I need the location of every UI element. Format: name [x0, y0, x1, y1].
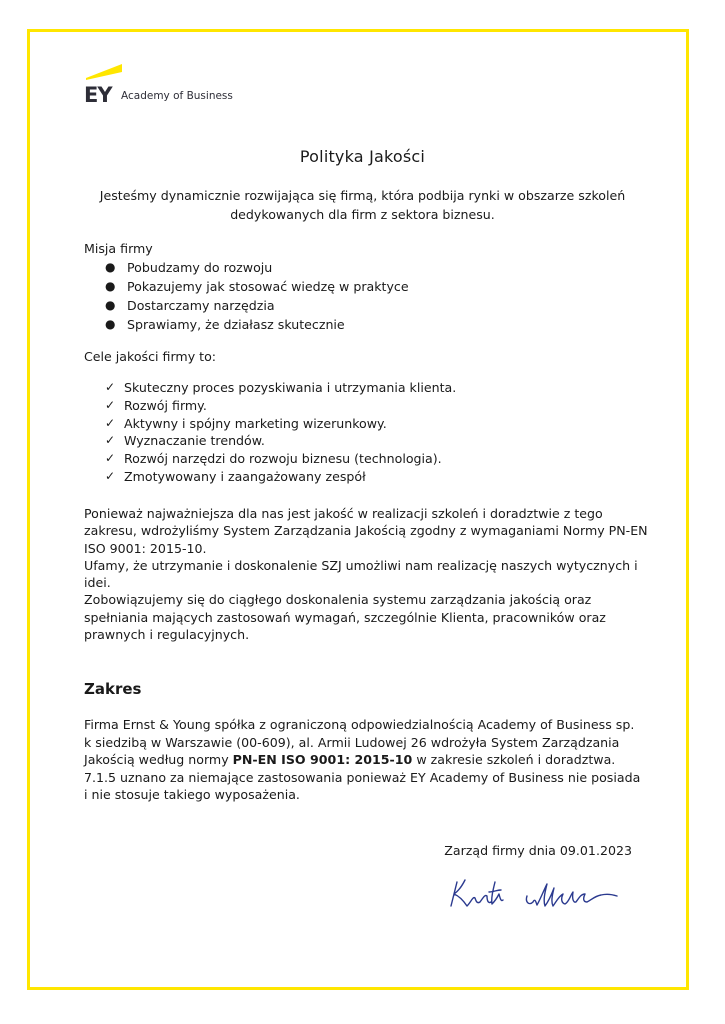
- signature: [445, 868, 625, 918]
- bullet-icon: ●: [105, 298, 116, 312]
- signature-last-name: [526, 884, 617, 906]
- checkmark-icon: ✓: [105, 451, 116, 466]
- checkmark-icon: ✓: [105, 415, 116, 430]
- list-item: ✓ Wyznaczanie trendów.: [105, 433, 265, 449]
- scope-section: [84, 716, 644, 804]
- signature-strokes: [451, 880, 617, 906]
- list-item: ● Dostarczamy narzędzia: [105, 298, 275, 313]
- page-title: Polityka Jakości: [299, 147, 426, 166]
- list-item: ● Sprawiamy, że działasz skutecznie: [105, 317, 345, 332]
- norm-reference: PN-EN ISO 9001: 2015-10: [232, 752, 413, 768]
- ey-logo-mark: [84, 61, 124, 105]
- brand-subtitle: Academy of Business: [121, 90, 233, 102]
- bullet-icon: ●: [105, 260, 116, 274]
- policy-paragraph: Ufamy, że utrzymanie i doskonalenie SZJ umożliwi nam realizację naszych wytycznych i idei.: [84, 557, 638, 591]
- policy-paragraph: Ponieważ najważniejsza dla nas jest jakość w realizacji szkoleń i doradztwie z tego zakresu, wdrożyliśmy System Zarządzania Jakością zgodny z wymaganiami Normy PN-EN ISO 9001: 2015-10.: [84, 506, 648, 556]
- scope-paragraph: Firma Ernst & Young spółka z ograniczoną odpowiedzialnością Academy of Business sp. k siedzibą w Warszawie (00-609), al. Armii Ludowej 26 wdrożyła System Zarządzania Jakością według normy PN-EN ISO 9001: 2015-10 w zakresie szkoleń i doradztwa. 7.1.5 uznano za niemające zastosowania ponieważ EY Academy of Business nie posiada i nie stosuje takiego wyposażenia.: [84, 717, 641, 803]
- checkmark-icon: ✓: [105, 468, 116, 483]
- list-item: ✓ Rozwój narzędzi do rozwoju biznesu (technologia).: [105, 451, 442, 467]
- list-item: ● Pobudzamy do rozwoju: [105, 260, 273, 275]
- logo-letters: EY: [84, 83, 112, 105]
- intro-text: Jesteśmy dynamicznie rozwijająca się firmą, która podbija rynki w obszarze szkoleń dedykowanych dla firm z sektora biznesu.: [99, 188, 626, 222]
- list-item: ✓ Zmotywowany i zaangażowany zespół: [105, 468, 366, 484]
- policy-paragraph: Zobowiązujemy się do ciągłego doskonalenia systemu zarządzania jakością oraz spełniania mających zastosowań wymagań, szczególnie Klienta, pracowników oraz prawnych i regulacyjnych.: [84, 592, 606, 643]
- bullet-icon: ●: [105, 279, 116, 293]
- bullet-icon: ●: [105, 317, 116, 331]
- checkmark-icon: ✓: [105, 380, 116, 394]
- list-item: ✓ Skuteczny proces pozyskiwania i utrzymania klienta.: [105, 380, 457, 395]
- policy-section: [84, 505, 654, 643]
- list-item: ✓ Aktywny i spójny marketing wizerunkowy.: [105, 415, 387, 431]
- logo-beam: [86, 64, 122, 80]
- mission-list: [105, 258, 409, 334]
- signature-first-name: [451, 880, 503, 906]
- checkmark-icon: ✓: [105, 433, 116, 448]
- goals-list: [105, 379, 456, 486]
- list-item: ✓ Rozwój firmy.: [105, 397, 207, 413]
- mission-label: Misja firmy: [84, 241, 153, 256]
- list-item: ● Pokazujemy jak stosować wiedzę w praktyce: [105, 279, 409, 294]
- date-line: Zarząd firmy dnia 09.01.2023: [444, 843, 632, 858]
- goals-label: Cele jakości firmy to:: [84, 349, 217, 364]
- scope-heading: Zakres: [84, 680, 142, 698]
- checkmark-icon: ✓: [105, 397, 116, 412]
